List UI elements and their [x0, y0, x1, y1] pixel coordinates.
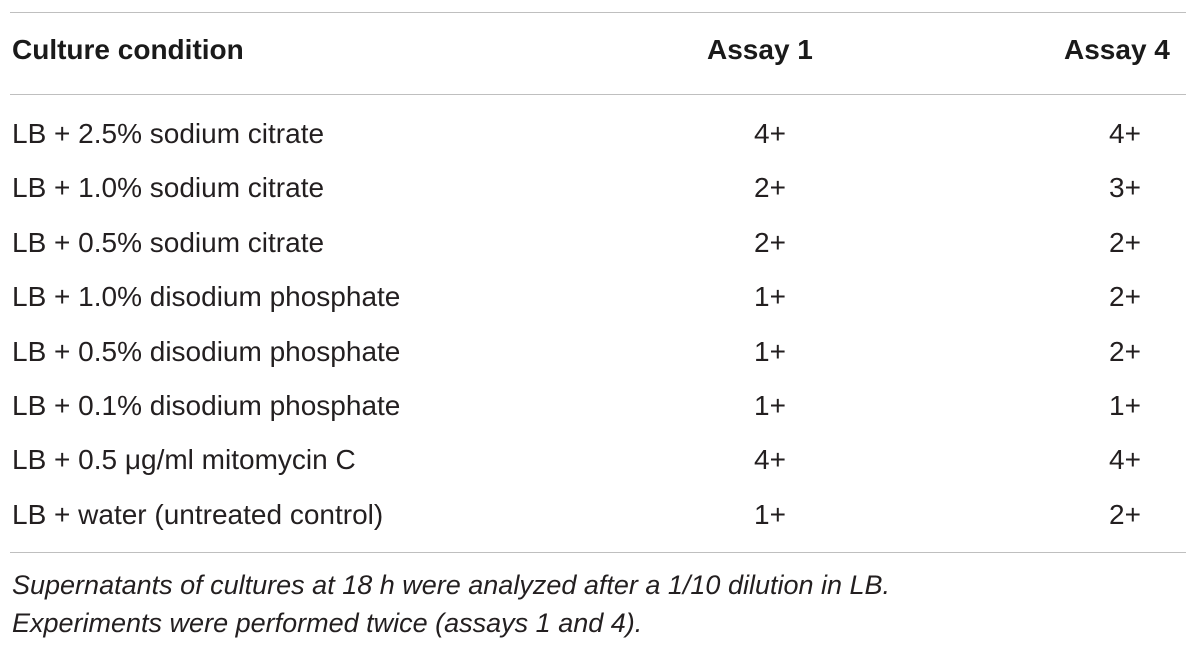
cell-assay-1: 1+ — [754, 498, 786, 530]
cell-assay-1: 1+ — [754, 281, 786, 313]
cell-condition: LB + 0.5 μg/ml mitomycin C — [12, 444, 356, 476]
table-row — [0, 271, 1200, 325]
table-row — [0, 108, 1200, 162]
cell-assay-1: 4+ — [754, 118, 786, 149]
cell-assay-1: 2+ — [754, 172, 786, 204]
table-header — [0, 30, 1200, 76]
footnote-line-2: Experiments were performed twice (assays 1 and 4). — [12, 608, 643, 638]
top-rule — [10, 12, 1186, 13]
cell-condition: LB + 0.1% disodium phosphate — [12, 389, 401, 421]
cell-condition: LB + water (untreated control) — [12, 498, 384, 530]
cell-assay-4: 4+ — [1109, 444, 1141, 476]
cell-assay-4: 2+ — [1109, 498, 1141, 530]
cell-assay-4: 1+ — [1109, 389, 1141, 421]
table-row — [0, 162, 1200, 216]
bottom-rule — [10, 552, 1186, 553]
cell-assay-4: 2+ — [1109, 335, 1141, 367]
cell-assay-1: 2+ — [754, 226, 786, 258]
table-footnote — [12, 566, 1186, 642]
cell-condition: LB + 0.5% sodium citrate — [12, 226, 325, 258]
cell-assay-4: 2+ — [1109, 226, 1141, 258]
cell-condition: LB + 1.0% sodium citrate — [12, 172, 325, 204]
cell-condition: LB + 0.5% disodium phosphate — [12, 335, 401, 367]
cell-assay-4: 2+ — [1109, 281, 1141, 313]
table-row — [0, 489, 1200, 543]
table-row — [0, 326, 1200, 380]
header-assay-1: Assay 1 — [707, 34, 813, 65]
cell-condition: LB + 1.0% disodium phosphate — [12, 281, 401, 313]
footnote-line-1: Supernatants of cultures at 18 h were analyzed after a 1/10 dilution in LB. — [12, 570, 891, 600]
cell-condition: LB + 2.5% sodium citrate — [12, 118, 325, 149]
header-rule — [10, 94, 1186, 95]
header-culture-condition: Culture condition — [12, 34, 244, 65]
cell-assay-1: 4+ — [754, 444, 786, 476]
table-row — [0, 434, 1200, 488]
cell-assay-4: 4+ — [1109, 118, 1141, 149]
cell-assay-4: 3+ — [1109, 172, 1141, 204]
table-row — [0, 217, 1200, 271]
cell-assay-1: 1+ — [754, 389, 786, 421]
header-assay-4: Assay 4 — [1064, 34, 1170, 65]
cell-assay-1: 1+ — [754, 335, 786, 367]
table-body — [0, 108, 1200, 543]
table-row — [0, 380, 1200, 434]
